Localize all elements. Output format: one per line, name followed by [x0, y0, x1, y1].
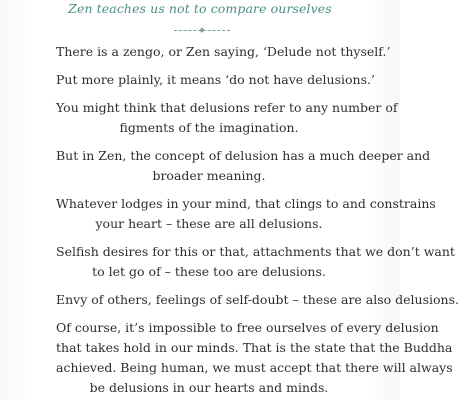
- paragraph-line: achieved. Being human, we must accept that there will always: [56, 360, 453, 375]
- chapter-title: Zen teaches us not to compare ourselves: [68, 1, 332, 16]
- divider-ornament-icon: ◆: [199, 26, 205, 34]
- paragraph-6: [56, 242, 455, 282]
- paragraph-2: [56, 70, 375, 90]
- paragraph-line: to let go of – these too are delusions.: [92, 264, 326, 279]
- paragraph-line: Of course, it’s impossible to free ourselves of every delusion: [56, 320, 439, 335]
- running-header: [0, 0, 400, 22]
- paragraph-line: Put more plainly, it means ‘do not have delusions.’: [56, 72, 375, 87]
- paragraph-3: [56, 98, 398, 138]
- body-text: [56, 42, 459, 406]
- paragraph-line: But in Zen, the concept of delusion has a much deeper and: [56, 148, 431, 163]
- paragraph-line: broader meaning.: [152, 168, 266, 183]
- paragraph-line: There is a zengo, or Zen saying, ‘Delude not thyself.’: [56, 44, 391, 59]
- paragraph-line: Whatever lodges in your mind, that clings to and constrains: [56, 196, 436, 211]
- paragraph-line: Selfish desires for this or that, attachments that we don’t want: [56, 244, 455, 259]
- paragraph-line: your heart – these are all delusions.: [95, 216, 323, 231]
- paragraph-7: [56, 290, 459, 310]
- paragraph-5: [56, 194, 436, 234]
- paragraph-line: be delusions in our hearts and minds.: [89, 380, 329, 395]
- paragraph-line: Envy of others, feelings of self-doubt – these are also delusions.: [56, 292, 459, 307]
- paragraph-line: You might think that delusions refer to any number of: [56, 100, 398, 115]
- paragraph-line: that takes hold in our minds. That is the state that the Buddha: [56, 340, 453, 355]
- paragraph-line: figments of the imagination.: [119, 120, 299, 135]
- paragraph-1: [56, 42, 391, 62]
- paragraph-4: [56, 146, 431, 186]
- paragraph-8: [56, 318, 453, 398]
